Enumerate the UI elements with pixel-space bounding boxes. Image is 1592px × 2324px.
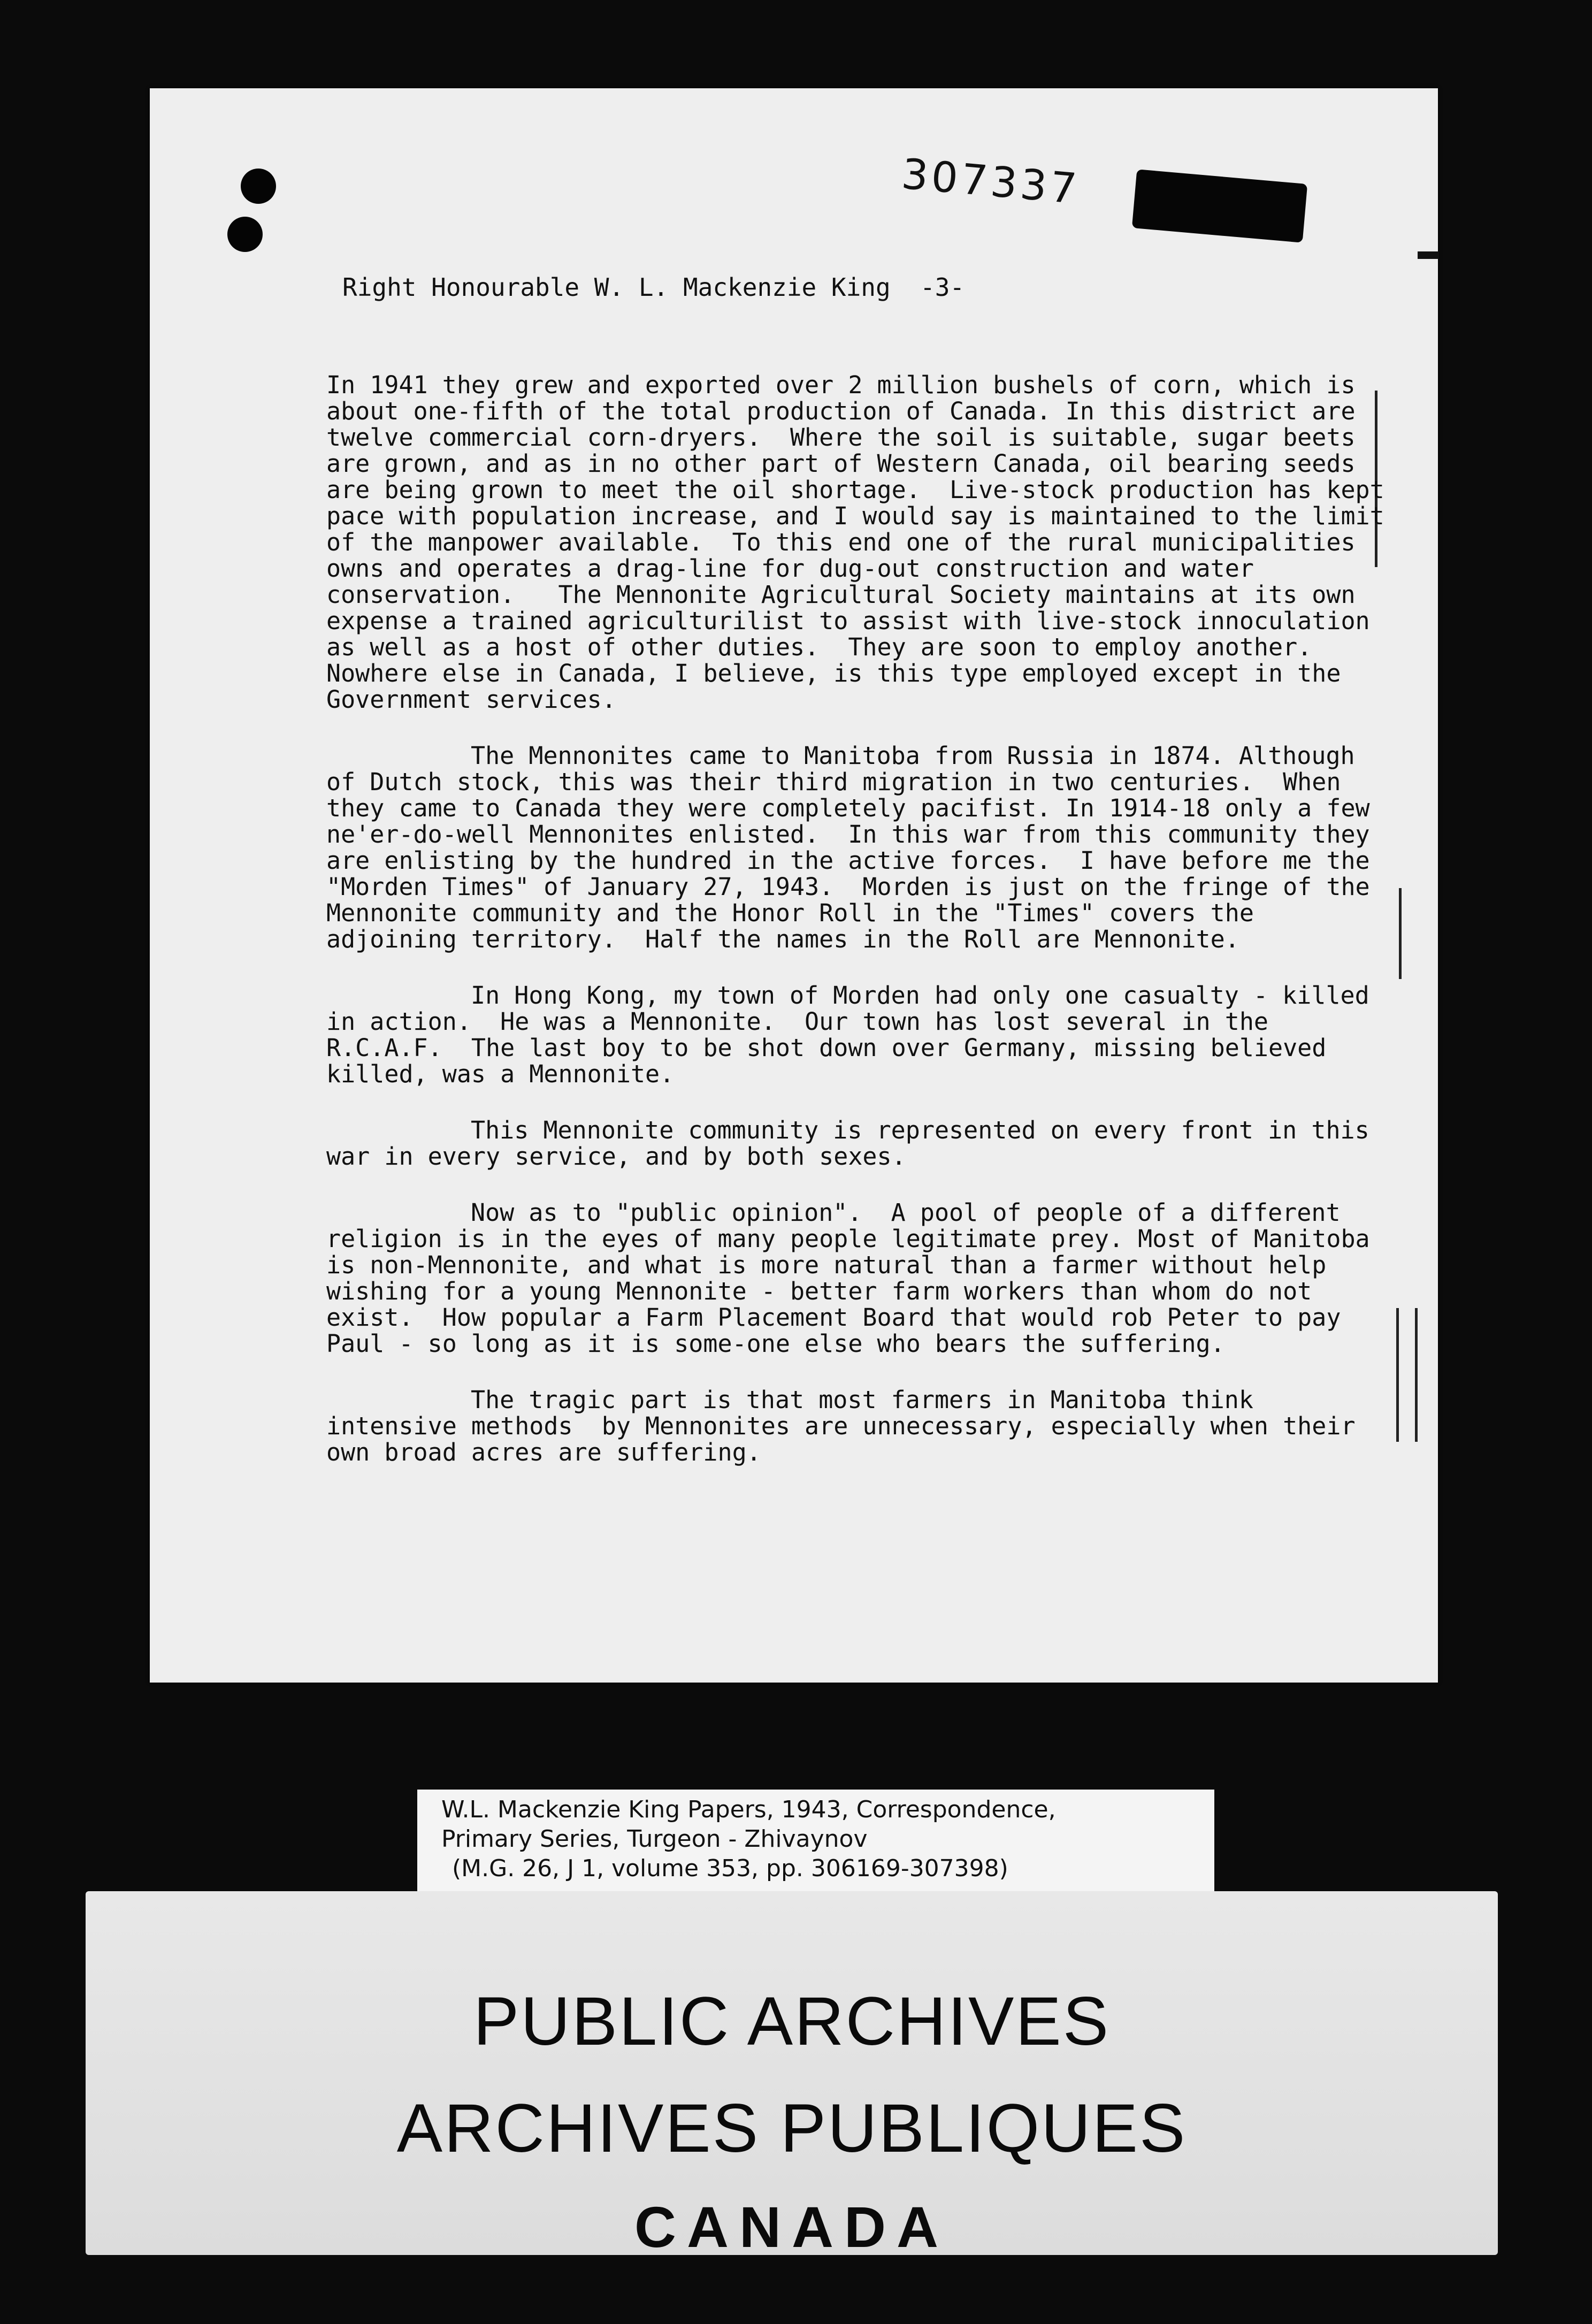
document-page bbox=[150, 88, 1438, 1683]
paragraph-service: This Mennonite community is represented on every front in this war in every service, and by both sexes. bbox=[326, 1116, 1384, 1171]
letter-body bbox=[326, 371, 1399, 1495]
archives-title-en: PUBLIC ARCHIVES bbox=[473, 1983, 1111, 2060]
punch-hole-top bbox=[241, 169, 276, 204]
citation-line: W.L. Mackenzie King Papers, 1943, Correspondence, bbox=[441, 1796, 1056, 1823]
citation-label bbox=[417, 1790, 1214, 1891]
archives-banner bbox=[86, 1891, 1498, 2259]
margin-line bbox=[1415, 1308, 1418, 1442]
letter-header: Right Honourable W. L. Mackenzie King -3- bbox=[342, 273, 965, 302]
margin-line bbox=[1399, 888, 1402, 979]
paragraph-tragic: The tragic part is that most farmers in Manitoba think intensive methods by Mennonites are unnecessary, especially when their own broad acres are suffering. bbox=[326, 1386, 1370, 1466]
punch-hole-bottom bbox=[227, 217, 263, 252]
paragraph-public-opinion: Now as to "public opinion". A pool of people of a different religion is in the eyes of many people legitimate prey. Most of Manitoba is non-Mennonite, and what is more natural than a farmer without help wishing for a young Mennonite - better farm workers than whom do not exist. How popular a Farm Placement Board that would rob Peter to pay Paul - so long as it is some-one else who bears the suffering. bbox=[326, 1198, 1384, 1358]
edge-mark bbox=[1418, 251, 1439, 259]
archives-title-fr: ARCHIVES PUBLIQUES bbox=[396, 2090, 1187, 2167]
margin-line bbox=[1396, 1308, 1399, 1442]
archives-country: CANADA bbox=[634, 2195, 949, 2259]
paragraph-corn: In 1941 they grew and exported over 2 million bushels of corn, which is about one-fifth of the total production of Canada. In this district are twelve commercial corn-dryers. Where the soil is suitable, sugar beets are grown, and as in no other part of Western Canada, oil bearing seeds are being grown to meet the oil shortage. Live-stock production has kept pace with population increase, and I would say is maintained to the limit of the manpower available. To this end one of the rural municipalities owns and operates a drag-line for dug-out construction and water conservation. The Mennonite Agricultural Society maintains at its own expense a trained agriculturilist to assist with live-stock innoculation as well as a host of other duties. They are soon to employ another. Nowhere else in Canada, I believe, is this type employed except in the Government services. bbox=[326, 371, 1399, 714]
paragraph-history: The Mennonites came to Manitoba from Russia in 1874. Although of Dutch stock, this was their third migration in two centuries. When they came to Canada they were completely pacifist. In 1914-18 only a few ne'er-do-well Mennonites enlisted. In this war from this community they are enlisting by the hundred in the active forces. I have before me the "Morden Times" of January 27, 1943. Morden is just on the fringe of the Mennonite community and the Honor Roll in the "Times" covers the adjoining territory. Half the names in the Roll are Mennonite. bbox=[326, 741, 1384, 953]
paragraph-hong-kong: In Hong Kong, my town of Morden had only one casualty - killed in action. He was a Mennonite. Our town has lost several in the R.C.A.F. The last boy to be shot down over Germany, missing believed killed, was a Mennonite. bbox=[326, 981, 1384, 1088]
stamp-number: 307337 bbox=[899, 150, 1082, 214]
citation-line: Primary Series, Turgeon - Zhivaynov bbox=[441, 1825, 868, 1853]
redaction-mark bbox=[1132, 169, 1307, 242]
citation-line: (M.G. 26, J 1, volume 353, pp. 306169-307398) bbox=[452, 1855, 1008, 1882]
